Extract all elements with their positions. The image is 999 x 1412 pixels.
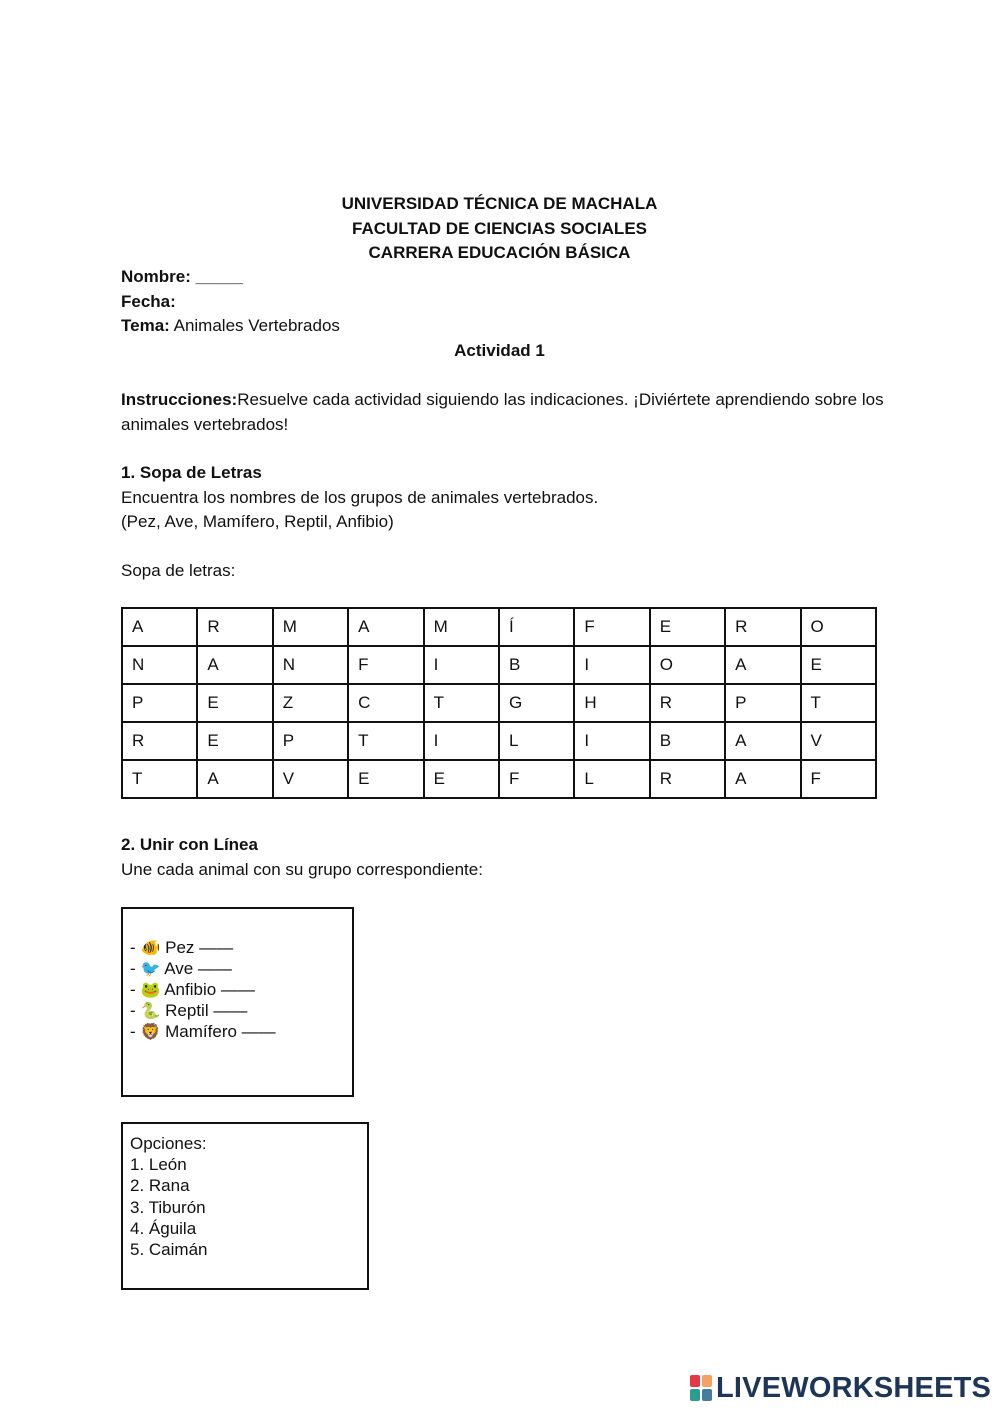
instructions-label: Instrucciones:	[121, 390, 238, 409]
group-bullet: -	[130, 980, 136, 999]
grid-cell[interactable]: B	[499, 646, 574, 684]
group-bullet: -	[130, 1001, 136, 1020]
tema-value: Animales Vertebrados	[173, 316, 340, 335]
faculty-name: FACULTAD DE CIENCIAS SOCIALES	[352, 218, 647, 238]
logo-square-4	[702, 1389, 712, 1401]
grid-cell[interactable]: P	[273, 722, 348, 760]
fecha-row	[121, 290, 340, 315]
grid-cell[interactable]: C	[348, 684, 423, 722]
grid-cell[interactable]: E	[424, 760, 499, 798]
group-label: Reptil ——	[165, 1001, 248, 1020]
option-item: 2. Rana	[130, 1176, 190, 1196]
grid-cell[interactable]: F	[801, 760, 876, 798]
grid-cell[interactable]: Í	[499, 608, 574, 646]
grid-cell[interactable]: A	[197, 646, 272, 684]
tema-row	[121, 314, 340, 339]
instructions-text: Resuelve cada actividad siguiendo las indicaciones. ¡Diviértete aprendiendo sobre los animales vertebrados!	[121, 390, 884, 434]
grid-cell[interactable]: E	[650, 608, 725, 646]
university-name: UNIVERSIDAD TÉCNICA DE MACHALA	[341, 194, 658, 213]
group-label: Anfibio ——	[164, 980, 255, 999]
grid-cell[interactable]: R	[725, 608, 800, 646]
nombre-label: Nombre:	[121, 267, 191, 286]
grid-cell[interactable]: O	[801, 608, 876, 646]
groups-box	[121, 907, 354, 1097]
group-item[interactable]	[130, 937, 352, 958]
grid-cell[interactable]: R	[650, 760, 725, 798]
grid-cell[interactable]: R	[197, 608, 272, 646]
animal-emoji-icon: 🐸	[140, 980, 161, 999]
activity-title: Actividad 1	[454, 341, 545, 360]
institution-header	[0, 192, 999, 266]
student-info	[121, 265, 340, 339]
animal-emoji-icon: 🐦	[140, 959, 161, 978]
grid-cell[interactable]: T	[424, 684, 499, 722]
options-box	[121, 1122, 369, 1290]
group-item[interactable]	[130, 958, 352, 979]
grid-cell[interactable]: V	[801, 722, 876, 760]
grid-cell[interactable]: R	[122, 722, 197, 760]
section-word-search	[121, 461, 598, 535]
grid-cell[interactable]: M	[424, 608, 499, 646]
nombre-blank[interactable]: _____	[195, 267, 243, 286]
group-label: Mamífero ——	[165, 1022, 276, 1041]
animal-emoji-icon: 🐠	[140, 938, 161, 957]
group-bullet: -	[130, 1022, 136, 1041]
grid-cell[interactable]: T	[801, 684, 876, 722]
grid-cell[interactable]: G	[499, 684, 574, 722]
grid-cell[interactable]: E	[197, 684, 272, 722]
grid-cell[interactable]: N	[122, 646, 197, 684]
grid-cell[interactable]: A	[348, 608, 423, 646]
grid-cell[interactable]: P	[122, 684, 197, 722]
grid-cell[interactable]: Z	[273, 684, 348, 722]
grid-cell[interactable]: P	[725, 684, 800, 722]
grid-cell[interactable]: E	[197, 722, 272, 760]
fecha-label: Fecha:	[121, 291, 176, 311]
tema-label: Tema:	[121, 316, 170, 335]
grid-cell[interactable]: B	[650, 722, 725, 760]
grid-cell[interactable]: E	[801, 646, 876, 684]
grid-cell[interactable]: L	[499, 722, 574, 760]
grid-cell[interactable]: I	[424, 722, 499, 760]
grid-cell[interactable]: T	[122, 760, 197, 798]
grid-cell[interactable]: E	[348, 760, 423, 798]
grid-cell[interactable]: I	[574, 646, 649, 684]
options-title: Opciones:	[130, 1134, 207, 1153]
group-bullet: -	[130, 959, 136, 978]
grid-cell[interactable]: F	[574, 608, 649, 646]
grid-cell[interactable]: O	[650, 646, 725, 684]
grid-row	[122, 646, 876, 684]
group-label: Pez ——	[165, 938, 234, 957]
option-item: 5. Caimán	[130, 1239, 208, 1259]
grid-cell[interactable]: L	[574, 760, 649, 798]
grid-cell[interactable]: A	[197, 760, 272, 798]
grid-cell[interactable]: A	[725, 722, 800, 760]
nombre-row	[121, 265, 340, 290]
section1-title: 1. Sopa de Letras	[121, 463, 262, 482]
section2-title: 2. Unir con Línea	[121, 835, 258, 854]
grid-cell[interactable]: I	[424, 646, 499, 684]
grid-cell[interactable]: A	[725, 760, 800, 798]
career-name: CARRERA EDUCACIÓN BÁSICA	[368, 243, 631, 262]
section1-description: Encuentra los nombres de los grupos de animales vertebrados.	[121, 487, 599, 507]
grid-cell[interactable]: A	[725, 646, 800, 684]
grid-cell[interactable]: I	[574, 722, 649, 760]
grid-cell[interactable]: H	[574, 684, 649, 722]
grid-cell[interactable]: M	[273, 608, 348, 646]
grid-cell[interactable]: V	[273, 760, 348, 798]
option-item: 1. León	[130, 1155, 187, 1175]
grid-row	[122, 608, 876, 646]
logo-square-3	[690, 1389, 700, 1401]
logo-mark-icon	[690, 1375, 712, 1401]
grid-cell[interactable]: A	[122, 608, 197, 646]
logo-square-1	[690, 1375, 700, 1387]
grid-row	[122, 722, 876, 760]
logo-square-2	[702, 1375, 712, 1387]
group-label: Ave ——	[164, 959, 232, 978]
grid-row	[122, 684, 876, 722]
section2-subtitle: Une cada animal con su grupo correspondiente:	[121, 859, 483, 879]
grid-cell[interactable]: F	[348, 646, 423, 684]
animal-emoji-icon: 🐍	[140, 1001, 161, 1020]
grid-cell[interactable]: T	[348, 722, 423, 760]
group-bullet: -	[130, 938, 136, 957]
animal-emoji-icon: 🦁	[140, 1022, 161, 1041]
section1-word-list: (Pez, Ave, Mamífero, Reptil, Anfibio)	[121, 512, 394, 531]
grid-cell[interactable]: N	[273, 646, 348, 684]
section-match-line	[121, 833, 483, 882]
logo-text: LIVEWORKSHEETS	[716, 1371, 992, 1404]
option-item: 3. Tiburón	[130, 1197, 206, 1217]
word-search-grid	[121, 607, 877, 799]
word-search-label: Sopa de letras:	[121, 561, 236, 580]
group-item[interactable]	[130, 1000, 352, 1021]
grid-cell[interactable]: R	[650, 684, 725, 722]
grid-cell[interactable]: F	[499, 760, 574, 798]
grid-row	[122, 760, 876, 798]
instructions	[121, 388, 891, 437]
liveworksheets-logo	[690, 1372, 991, 1404]
group-item[interactable]	[130, 1021, 352, 1042]
group-item[interactable]	[130, 979, 352, 1000]
option-item: 4. Águila	[130, 1218, 197, 1238]
